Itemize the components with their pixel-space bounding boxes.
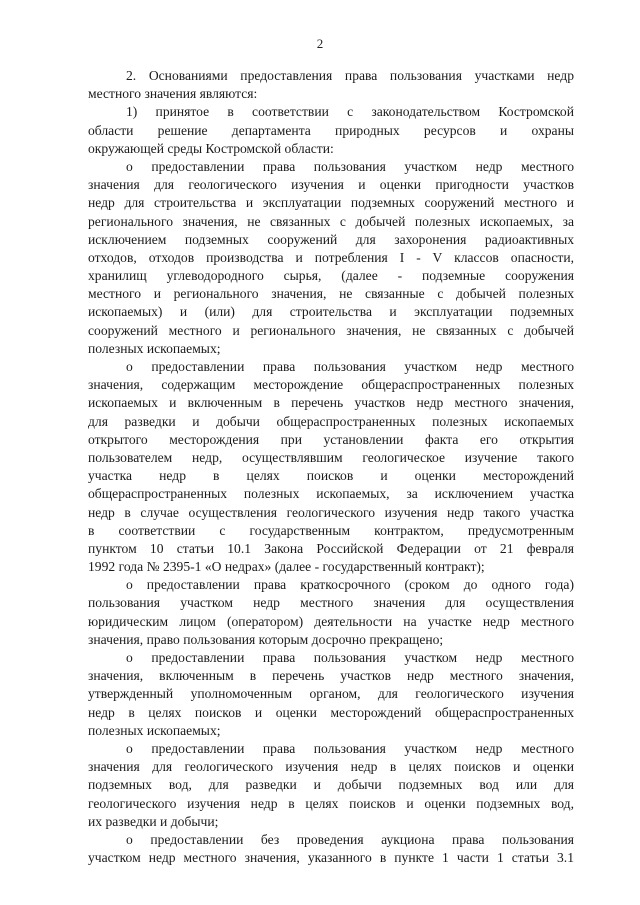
text-line: ископаемых и включенным в перечень участков недр местного значения,	[88, 395, 574, 411]
text-line: хранилищ углеводородного сырья, (далее - подземные сооружения	[88, 268, 574, 284]
text-line: 1992 года № 2395-1 «О недрах» (далее - государственный контракт);	[88, 559, 485, 575]
text-line: о предоставлении права пользования участком недр местного	[126, 158, 574, 174]
text-line: пользования участком недр местного значения для осуществления	[88, 595, 574, 611]
text-line: пунктом 10 статьи 10.1 Закона Российской Федерации от 21 февраля	[88, 540, 574, 556]
text-line: о предоставлении без проведения аукциона права пользования	[126, 831, 574, 847]
text-line: подземных вод, для разведки и добычи подземных вод или для	[88, 777, 574, 793]
text-line: местного и регионального значения, не связанные с добычей полезных	[88, 286, 574, 302]
text-line: открытого месторождения при установлении факта его открытия	[88, 431, 574, 447]
text-line: недр в случае осуществления геологического изучения недр такого участка	[88, 504, 574, 520]
text-line: 2. Основаниями предоставления права пользования участками недр	[126, 68, 574, 83]
text-line: о предоставлении права краткосрочного (сроком до одного года)	[126, 577, 574, 593]
document-body	[88, 67, 574, 867]
text-line: о предоставлении права пользования участком недр местного	[126, 740, 574, 756]
text-line: ископаемых) и (или) для строительства и эксплуатации подземных	[88, 304, 574, 320]
text-line: участка недр в целях поисков и оценки месторождений	[88, 468, 574, 484]
text-line: их разведки и добычи;	[88, 813, 219, 829]
text-line: общераспространенных полезных ископаемых, за исключением участка	[88, 486, 574, 502]
text-line: недр для строительства и эксплуатации подземных сооружений местного и	[88, 195, 574, 211]
text-line: о предоставлении права пользования участком недр местного	[126, 650, 574, 665]
text-line: геологического изучения недр в целях поисков и оценки подземных вод,	[88, 795, 574, 811]
text-line: 1) принятое в соответствии с законодательством Костромской	[126, 104, 574, 120]
text-line: значения, право пользования которым досрочно прекращено;	[88, 631, 444, 647]
text-line: недр в целях поисков и оценки месторождений общераспространенных	[88, 704, 574, 720]
text-line: сооружений местного и регионального значения, не связанных с добычей	[88, 322, 574, 338]
text-line: о предоставлении права пользования участком недр местного	[126, 359, 574, 374]
text-line: окружающей среды Костромской области:	[88, 140, 334, 156]
text-line: значения для геологического изучения недр в целях поисков и оценки	[88, 759, 574, 775]
text-line: регионального значения, не связанных с добычей полезных ископаемых, за	[88, 213, 574, 229]
text-line: пользователем недр, осуществлявшим геологическое изучение такого	[88, 449, 574, 465]
text-line: исключением подземных сооружений для захоронения радиоактивных	[88, 231, 574, 247]
text-line: участком недр местного значения, указанного в пункте 1 части 1 статьи 3.1	[88, 850, 574, 866]
text-line: в соответствии с государственным контрактом, предусмотренным	[88, 522, 574, 538]
text-line: утвержденный уполномоченным органом, для геологического изучения	[88, 686, 574, 702]
page-number: 2	[316, 36, 324, 51]
text-line: для разведки и добычи общераспространенных полезных ископаемых	[88, 413, 574, 429]
text-line: полезных ископаемых;	[88, 340, 221, 356]
text-line: значения, включенным в перечень участков недр местного значения,	[88, 668, 574, 684]
text-line: отходов, отходов производства и потребления I - V классов опасности,	[88, 249, 574, 265]
text-line: юридическим лицом (оператором) деятельности на участке недр местного	[88, 613, 574, 629]
text-line: значения для геологического изучения и оценки пригодности участков	[88, 177, 574, 193]
text-line: значения, содержащим месторождение общераспространенных полезных	[88, 377, 574, 393]
text-line: полезных ископаемых;	[88, 722, 221, 738]
text-line: местного значения являются:	[88, 86, 258, 102]
text-line: области решение департамента природных ресурсов и охраны	[88, 122, 574, 138]
